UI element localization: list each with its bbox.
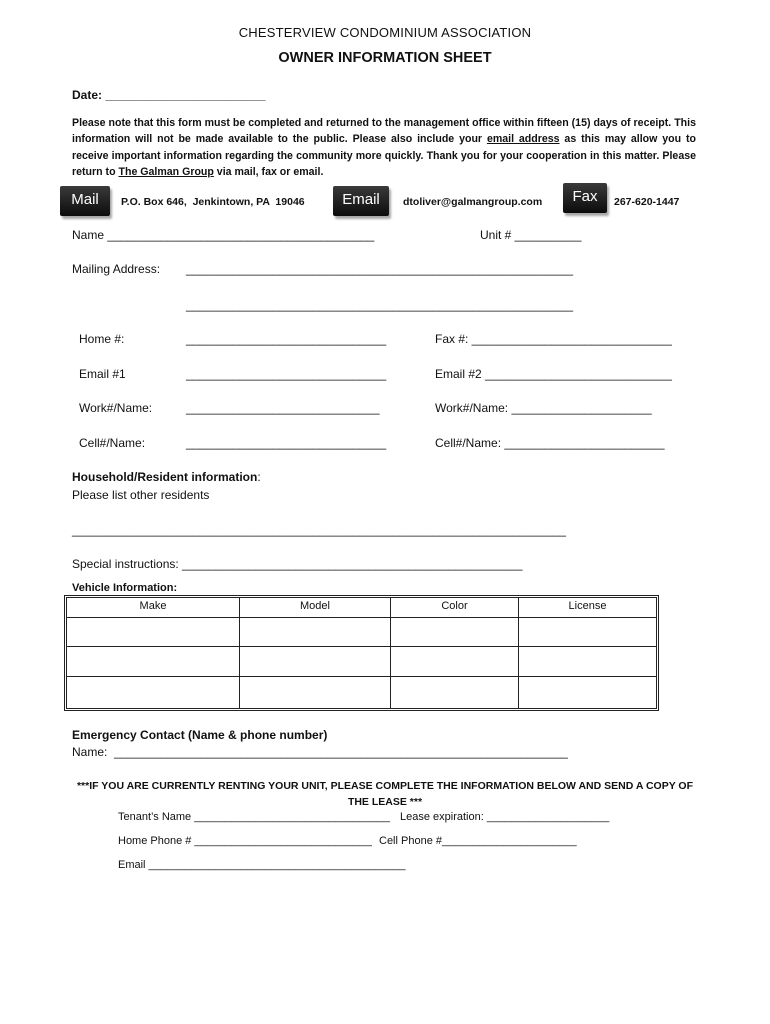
mailing-address-line-2[interactable]: __________________________________________________________	[186, 298, 574, 312]
notice-text-3: via mail, fax or email.	[213, 165, 324, 178]
tenant-email-field[interactable]: Email __________________________________________	[118, 859, 406, 871]
tenant-name-field[interactable]: Tenant’s Name ________________________________	[118, 811, 390, 823]
notice-paragraph	[72, 115, 696, 180]
column-header-license: License	[568, 600, 607, 612]
date-row[interactable]	[72, 88, 266, 102]
date-label: Date:	[72, 88, 103, 102]
rental-notice-line-1: ***IF YOU ARE CURRENTLY RENTING YOUR UNIT, PLEASE COMPLETE THE INFORMATION BELOW AND SEND A COPY OF	[76, 780, 694, 792]
column-divider	[239, 598, 240, 708]
vehicle-heading: Vehicle Information:	[72, 582, 178, 594]
special-instructions-field[interactable]: Special instructions: ___________________________________________________	[72, 557, 523, 571]
date-blank[interactable]: ________________________	[105, 88, 266, 102]
emergency-heading: Emergency Contact (Name & phone number)	[72, 728, 328, 742]
cell-line[interactable]: ______________________________	[186, 436, 387, 450]
mail-tag: Mail	[60, 186, 110, 216]
home-phone-line[interactable]: ______________________________	[186, 332, 387, 346]
column-divider	[518, 598, 519, 708]
notice-text-2: as this may allow you to receive important information regarding the community more quickly. Thank you for your cooperation in this matter. Please return to	[72, 133, 696, 178]
column-header-color: Color	[441, 600, 468, 612]
email2-field[interactable]: Email #2 ____________________________	[435, 367, 672, 381]
cell-label: Cell#/Name:	[79, 436, 146, 450]
table-row[interactable]	[67, 617, 656, 647]
mailing-address: P.O. Box 646, Jenkintown, PA 19046	[121, 196, 305, 208]
household-heading-colon: :	[257, 470, 261, 484]
company-name: The Galman Group	[118, 165, 214, 178]
fax-field[interactable]: Fax #: ______________________________	[435, 332, 672, 346]
column-header-make: Make	[139, 600, 167, 612]
household-residents-line[interactable]: __________________________________________________________________________	[72, 523, 566, 537]
email1-line[interactable]: ______________________________	[186, 367, 387, 381]
household-instruction: Please list other residents	[72, 488, 210, 502]
emergency-name-field[interactable]: Name: ____________________________________________________________________	[72, 745, 568, 759]
sheet-title: OWNER INFORMATION SHEET	[278, 50, 492, 66]
work2-field[interactable]: Work#/Name: _____________________	[435, 401, 652, 415]
lease-expiration-field[interactable]: Lease expiration: ____________________	[400, 811, 610, 823]
work-label: Work#/Name:	[79, 401, 153, 415]
fax-number: 267-620-1447	[614, 196, 680, 208]
rental-notice-line-2: THE LEASE ***	[347, 796, 423, 808]
mailing-address-line-1[interactable]: __________________________________________________________	[186, 262, 574, 276]
household-heading	[72, 470, 261, 484]
home-phone-label: Home #:	[79, 332, 125, 346]
household-heading-text: Household/Resident information	[72, 470, 258, 484]
tenant-home-phone-field[interactable]: Home Phone # _____________________________	[118, 835, 372, 847]
email-tag: Email	[333, 186, 389, 216]
contact-email: dtoliver@galmangroup.com	[403, 196, 543, 208]
work-line[interactable]: _____________________________	[186, 401, 380, 415]
fax-tag: Fax	[563, 183, 607, 213]
unit-field[interactable]: Unit # __________	[480, 228, 582, 242]
name-field[interactable]: Name ________________________________________	[72, 228, 375, 242]
vehicle-table	[66, 597, 657, 709]
column-header-model: Model	[300, 600, 330, 612]
association-name: CHESTERVIEW CONDOMINIUM ASSOCIATION	[238, 25, 532, 40]
cell2-field[interactable]: Cell#/Name: ________________________	[435, 436, 665, 450]
table-row[interactable]	[67, 647, 656, 677]
email1-label: Email #1	[79, 367, 126, 381]
column-divider	[390, 598, 391, 708]
notice-text-1: Please note that this form must be completed and returned to the management office within fifteen (15) days of receipt. This information will not be made available to the public. Please also include your	[72, 117, 696, 146]
mailing-address-label: Mailing Address:	[72, 262, 161, 276]
email-address-link: email address	[486, 133, 560, 146]
tenant-cell-phone-field[interactable]: Cell Phone #______________________	[379, 835, 577, 847]
